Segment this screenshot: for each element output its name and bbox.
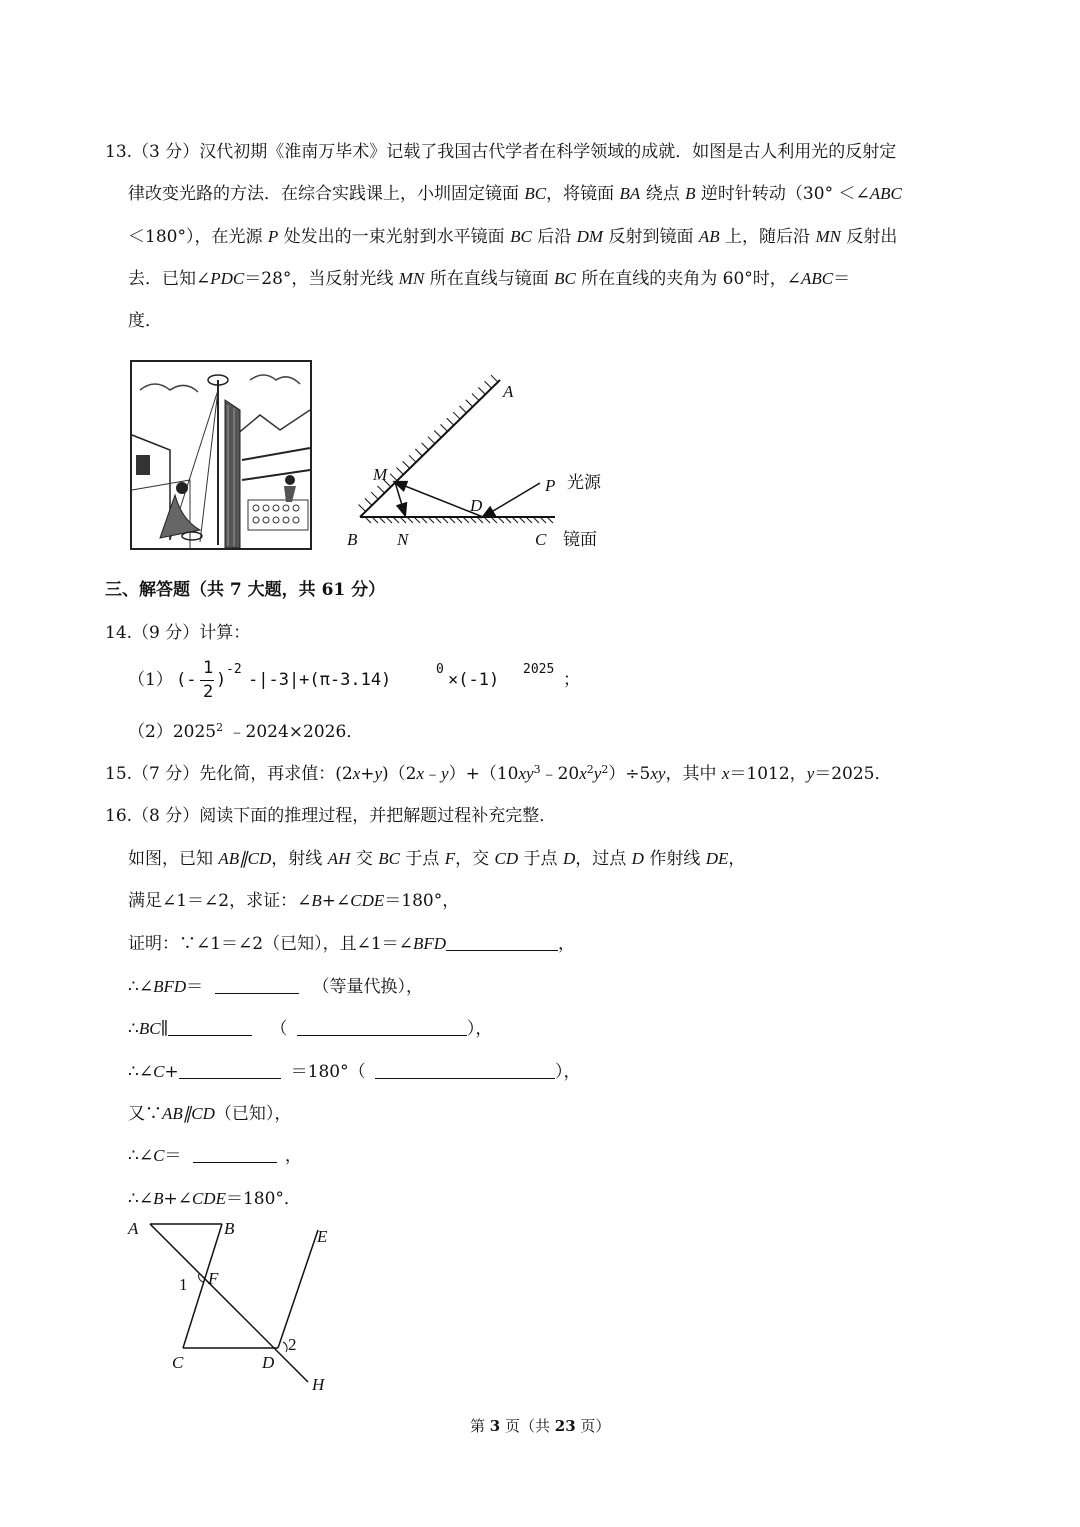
q16-line1: 如图，已知 AB∥CD，射线 AH 交 BC 于点 F，交 CD 于点 D，过点 D 作射线 DE， — [128, 849, 746, 869]
q15: 15.（7 分）先化简，再求值：$(2x+y)(2x﹣y)+(10xy^3﹣20x^2y^2)\div 5xy$，其中 x＝1012，y＝2025． — [105, 763, 892, 784]
label-C: C — [535, 530, 547, 549]
page-footer: 第 3 页（共 23 页） — [470, 1417, 611, 1435]
label-M: M — [373, 465, 388, 484]
q13-line1: 13.（3 分）汉代初期《淮南万毕术》记载了我国古代学者在科学领域的成就．如图是古人利用光的反射定 — [105, 142, 897, 162]
label-N: N — [397, 530, 409, 549]
blank-angle-2[interactable] — [179, 1062, 281, 1079]
mirror-diagram — [335, 365, 625, 560]
q16-line2: 满足∠1＝∠2，求证：∠B+∠CDE＝180°， — [128, 891, 460, 911]
fig-label-2: 2 — [288, 1335, 297, 1354]
fig-label-1: 1 — [179, 1275, 188, 1294]
blank-line-1[interactable] — [168, 1019, 252, 1036]
q14-title: 14.（9 分）计算： — [105, 623, 251, 643]
fig-label-H: H — [312, 1375, 325, 1394]
fig-label-E: E — [317, 1227, 328, 1246]
section-3-heading: 三、解答题（共 7 大题，共 61 分） — [105, 580, 386, 600]
q16-line6: ∴∠C+ ＝180°（ ）， — [128, 1062, 581, 1082]
fig-label-B: B — [224, 1219, 235, 1238]
label-light-source: 光源 — [567, 473, 601, 493]
label-B: B — [347, 530, 358, 549]
blank-angle-3[interactable] — [193, 1146, 277, 1163]
q16-line9: ∴∠B+∠CDE＝180°． — [128, 1189, 301, 1209]
q13-line4: 去．已知∠PDC＝28°，当反射光线 MN 所在直线与镜面 BC 所在直线的夹角为 60°时，∠ABC＝ — [128, 269, 851, 289]
blank-reason-3[interactable] — [375, 1062, 555, 1079]
label-mirror: 镜面 — [563, 530, 597, 550]
blank-angle-1[interactable] — [215, 977, 299, 994]
fig-label-D: D — [262, 1353, 275, 1372]
q13-line2: 律改变光路的方法．在综合实践课上，小圳固定镜面 BC，将镜面 BA 绕点 B 逆时针转动（30° ＜∠ABC — [128, 184, 902, 204]
blank-reason-1[interactable] — [446, 934, 558, 951]
label-D: D — [470, 496, 483, 515]
q14-part2: （2）2025$^2$ ﹣2024×2026． — [128, 721, 364, 742]
q16-figure — [120, 1210, 350, 1395]
q13-line5: 度． — [128, 311, 162, 331]
q16-line5: ∴BC∥ （ ）， — [128, 1019, 493, 1039]
label-P: P — [545, 476, 556, 495]
label-A: A — [503, 382, 514, 401]
q13-line3: ＜180°），在光源 P 处发出的一束光射到水平镜面 BC 后沿 DM 反射到镜面 AB 上，随后沿 MN 反射出 — [128, 227, 898, 247]
q16-line7: 又∵AB∥CD（已知）， — [128, 1104, 292, 1124]
q16-line4: ∴∠BFD＝ （等量代换）， — [128, 977, 424, 997]
q16-line3: 证明：∵∠1＝∠2（已知），且∠1＝∠BFD ， — [128, 934, 575, 954]
fig-label-F: F — [208, 1269, 219, 1288]
fig-label-C: C — [172, 1353, 184, 1372]
fig-label-A: A — [128, 1219, 139, 1238]
q16-line8: ∴∠C＝ ， — [128, 1146, 302, 1166]
blank-reason-2[interactable] — [297, 1019, 467, 1036]
q16-title: 16.（8 分）阅读下面的推理过程，并把解题过程补充完整． — [105, 806, 557, 826]
ancient-illustration — [130, 360, 312, 550]
